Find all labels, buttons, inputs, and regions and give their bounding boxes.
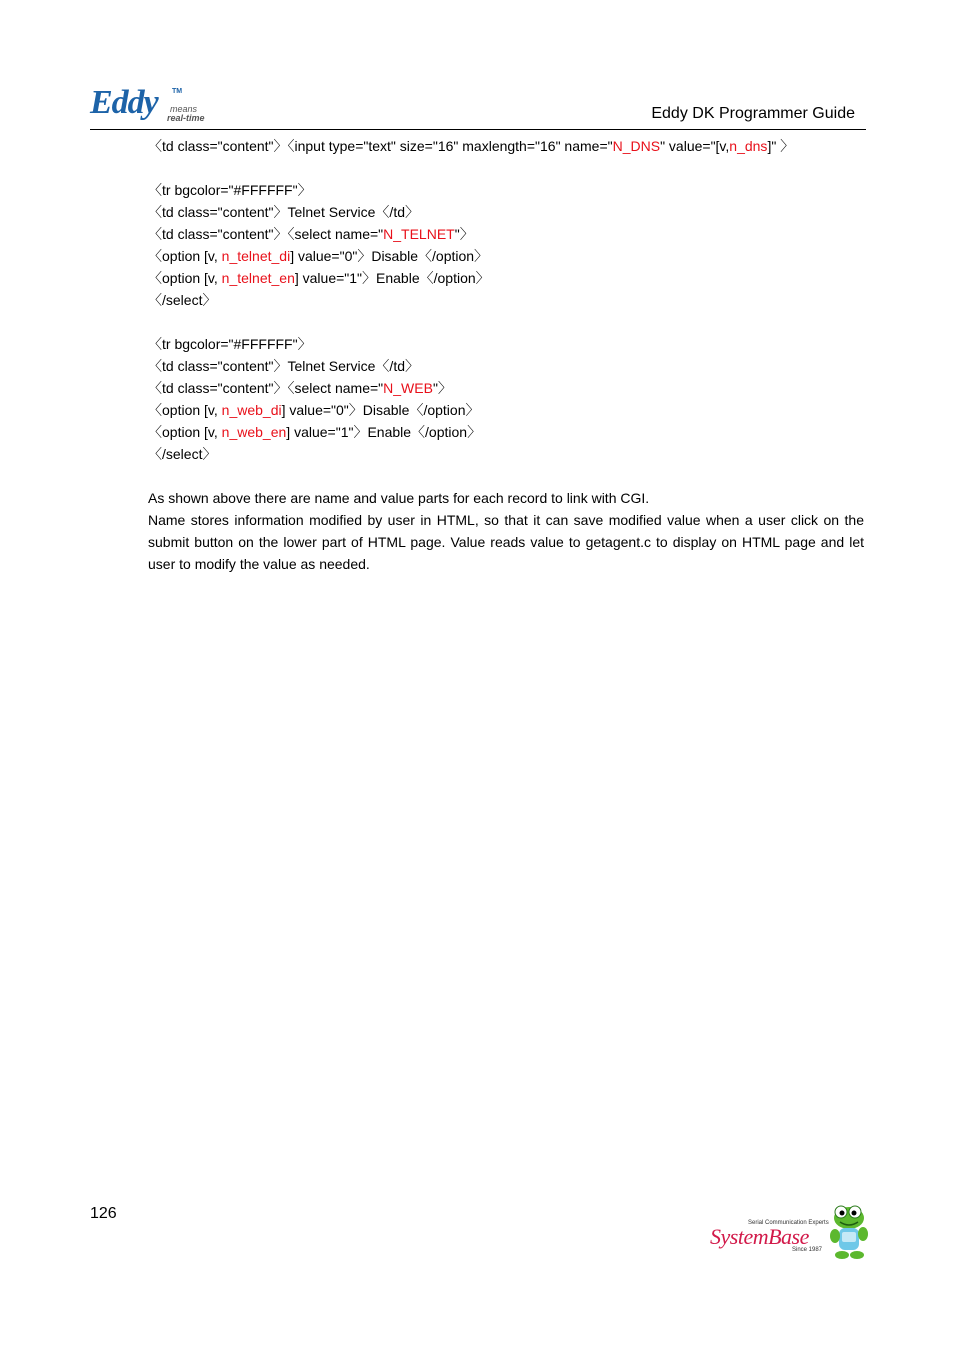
logo-wordmark: Eddy: [90, 84, 158, 121]
code-text: ]" 〉: [767, 138, 795, 154]
code-text: 〈tr bgcolor="#FFFFFF"〉: [148, 182, 312, 198]
code-text: 〈option [v,: [148, 248, 222, 264]
code-line: [148, 267, 864, 289]
code-text: "〉: [432, 380, 452, 396]
logo-trademark: TM: [172, 88, 183, 95]
code-identifier: N_TELNET: [383, 226, 455, 242]
code-line: [148, 377, 864, 399]
code-text: "〉: [454, 226, 474, 242]
code-text: 〈td class="content"〉〈input type="text" size="16" maxlength="16" name=": [148, 138, 613, 154]
logo-tagline-2: real-time: [167, 113, 205, 123]
page-number: 126: [90, 1205, 117, 1222]
code-line: [148, 289, 864, 311]
code-identifier: n_dns: [729, 138, 768, 154]
code-text: 〈td class="content"〉Telnet Service〈/td〉: [148, 358, 419, 374]
code-identifier: n_telnet_di: [221, 248, 291, 264]
code-text: ] value="0"〉Disable〈/option〉: [290, 248, 489, 264]
code-line: [148, 179, 864, 201]
code-identifier: n_telnet_en: [221, 270, 295, 286]
code-text: 〈td class="content"〉〈select name=": [148, 380, 384, 396]
code-identifier: N_WEB: [383, 380, 433, 396]
code-text: 〈td class="content"〉〈select name=": [148, 226, 384, 242]
spacer: [148, 157, 864, 179]
code-identifier: n_web_en: [221, 424, 287, 440]
logo-tagline-1: means: [170, 104, 198, 114]
code-text: 〈/select〉: [148, 446, 217, 462]
eddy-logo: [90, 86, 220, 126]
page-body: [148, 135, 864, 575]
code-line: [148, 135, 864, 157]
brand-name: SystemBase: [710, 1224, 809, 1249]
code-identifier: n_web_di: [221, 402, 282, 418]
code-line: [148, 399, 864, 421]
code-text: 〈option [v,: [148, 424, 222, 440]
code-text: ] value="1"〉Enable〈/option〉: [294, 270, 490, 286]
code-text: 〈option [v,: [148, 402, 222, 418]
code-line: [148, 333, 864, 355]
paragraph-cgi-intro: As shown above there are name and value parts for each record to link with CGI.: [148, 490, 650, 506]
code-text: " value="[v,: [660, 138, 730, 154]
code-line: [148, 201, 864, 223]
code-listing: [148, 135, 864, 465]
code-identifier: N_DNS: [612, 138, 661, 154]
paragraph-name-value: Name stores information modified by user in HTML, so that it can save modified value when a user click on the submit button on the lower part of HTML page. Value reads value to getagent.c to display on HTML page and let user to modify the value as needed.: [148, 512, 864, 572]
code-text: ] value="0"〉Disable〈/option〉: [281, 402, 480, 418]
frog-mascot-icon: [828, 1204, 870, 1260]
brand-since: Since 1987: [792, 1247, 823, 1253]
code-text: 〈tr bgcolor="#FFFFFF"〉: [148, 336, 312, 352]
spacer: [148, 465, 864, 487]
header-divider: [90, 129, 866, 130]
systembase-logo: [710, 1200, 870, 1262]
code-text: 〈option [v,: [148, 270, 222, 286]
code-line: [148, 245, 864, 267]
code-text: 〈td class="content"〉Telnet Service〈/td〉: [148, 204, 419, 220]
spacer: [148, 311, 864, 333]
code-line: [148, 421, 864, 443]
code-line: [148, 355, 864, 377]
code-text: 〈/select〉: [148, 292, 217, 308]
code-line: [148, 223, 864, 245]
code-line: [148, 443, 864, 465]
code-text: ] value="1"〉Enable〈/option〉: [286, 424, 482, 440]
brand-tagline: Serial Communication Experts: [748, 1220, 829, 1226]
document-title: Eddy DK Programmer Guide: [651, 105, 855, 122]
